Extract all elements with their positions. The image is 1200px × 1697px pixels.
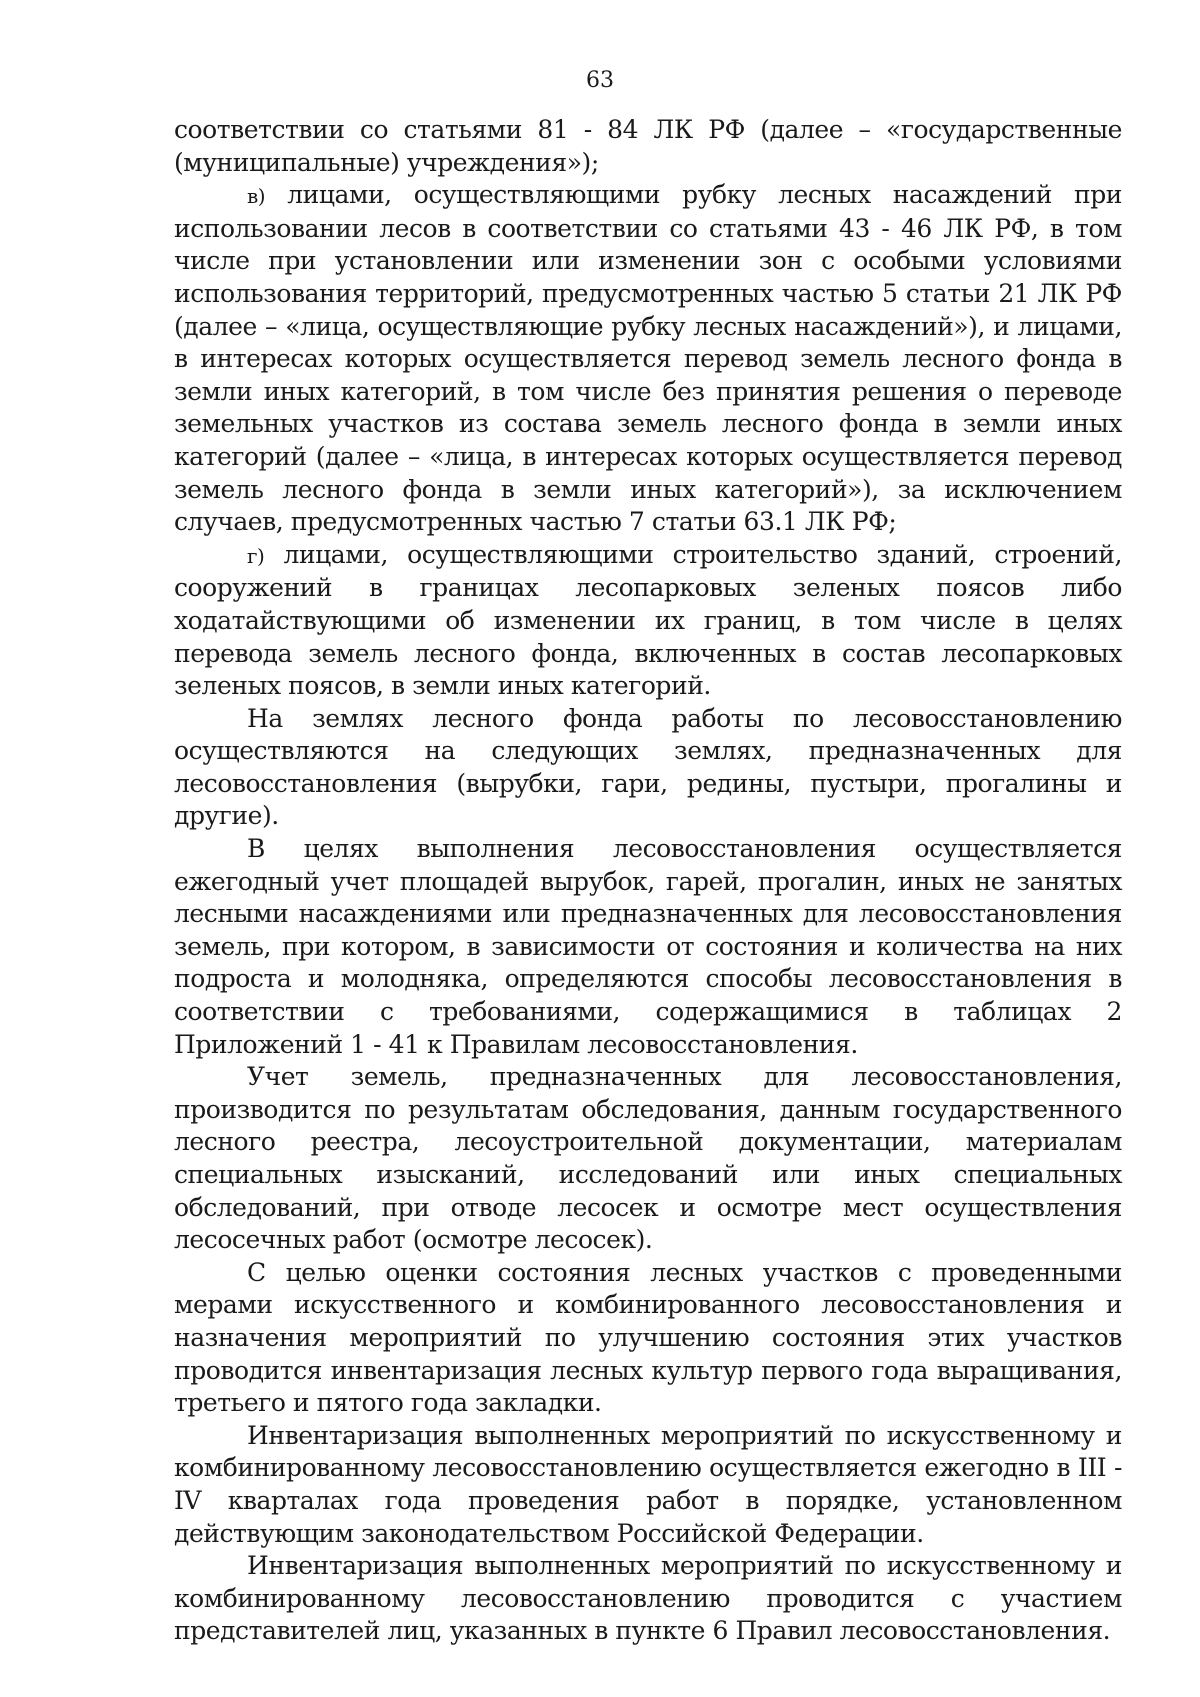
paragraph-text: Инвентаризация выполненных мероприятий по искусственному и комбинированному лесовосстановлению проводится с участием представителей лиц, указанных в пункте 6 Правил лесовосстановления. <box>174 1551 1122 1646</box>
paragraph <box>174 1061 1122 1257</box>
paragraph-text: Инвентаризация выполненных мероприятий по искусственному и комбинированному лесовосстановлению осуществляется ежегодно в III - IV кварталах года проведения работ в порядке, установленном действующим законодательством Российской Федерации. <box>174 1420 1122 1548</box>
list-marker: в) <box>247 184 266 209</box>
paragraph-text: лицами, осуществляющими рубку лесных насаждений при использовании лесов в соответствии со статьями 43 - 46 ЛК РФ, в том числе при установлении или изменении зон с особыми условиями использования территорий, предусмотренных частью 5 статьи 21 ЛК РФ (далее – «лица, осуществляющие рубку лесных насаждений»), и лицами, в интересах которых осуществляется перевод земель лесного фонда в земли иных категорий, в том числе без принятия решения о переводе земельных участков из состава земель лесного фонда в земли иных категорий (далее – «лица, в интересах которых осуществляется перевод земель лесного фонда в земли иных категорий»), за исключением случаев, предусмотренных частью 7 статьи 63.1 ЛК РФ; <box>174 180 1122 537</box>
paragraph-text: соответствии со статьями 81 - 84 ЛК РФ (далее – «государственные (муниципальные) учреждения»); <box>174 115 1122 177</box>
document-body <box>174 114 1122 1648</box>
paragraph-continuation <box>174 114 1122 179</box>
paragraph <box>174 1420 1122 1550</box>
paragraph-text: На землях лесного фонда работы по лесовосстановлению осуществляются на следующих землях, предназначенных для лесовосстановления (вырубки, гари, редины, пустыри, прогалины и другие). <box>174 703 1122 831</box>
paragraph <box>174 1257 1122 1420</box>
paragraph-item-g <box>174 539 1122 703</box>
paragraph-text: Учет земель, предназначенных для лесовосстановления, производится по результатам обследования, данным государственного лесного реестра, лесоустроительной документации, материалам специальных изысканий, исследований или иных специальных обследований, при отводе лесосек и осмотре мест осуществления лесосечных работ (осмотре лесосек). <box>174 1062 1122 1255</box>
list-marker: г) <box>247 543 265 568</box>
paragraph-text: лицами, осуществляющими строительство зданий, строений, сооружений в границах лесопарковых зеленых поясов либо ходатайствующими об изменении их границ, в том числе в целях перевода земель лесного фонда, включенных в состав лесопарковых зеленых поясов, в земли иных категорий. <box>174 539 1122 701</box>
page-number: 63 <box>586 68 614 93</box>
paragraph-item-v <box>174 179 1122 539</box>
paragraph <box>174 833 1122 1061</box>
paragraph <box>174 703 1122 833</box>
paragraph-text: В целях выполнения лесовосстановления осуществляется ежегодный учет площадей вырубок, гарей, прогалин, иных не занятых лесными насаждениями или предназначенных для лесовосстановления земель, при котором, в зависимости от состояния и количества на них подроста и молодняка, определяются способы лесовосстановления в соответствии с требованиями, содержащимися в таблицах 2 Приложений 1 - 41 к Правилам лесовосстановления. <box>174 834 1122 1059</box>
paragraph <box>174 1550 1122 1648</box>
paragraph-text: С целью оценки состояния лесных участков с проведенными мерами искусственного и комбинированного лесовосстановления и назначения мероприятий по улучшению состояния этих участков проводится инвентаризация лесных культур первого года выращивания, третьего и пятого года закладки. <box>174 1257 1122 1418</box>
